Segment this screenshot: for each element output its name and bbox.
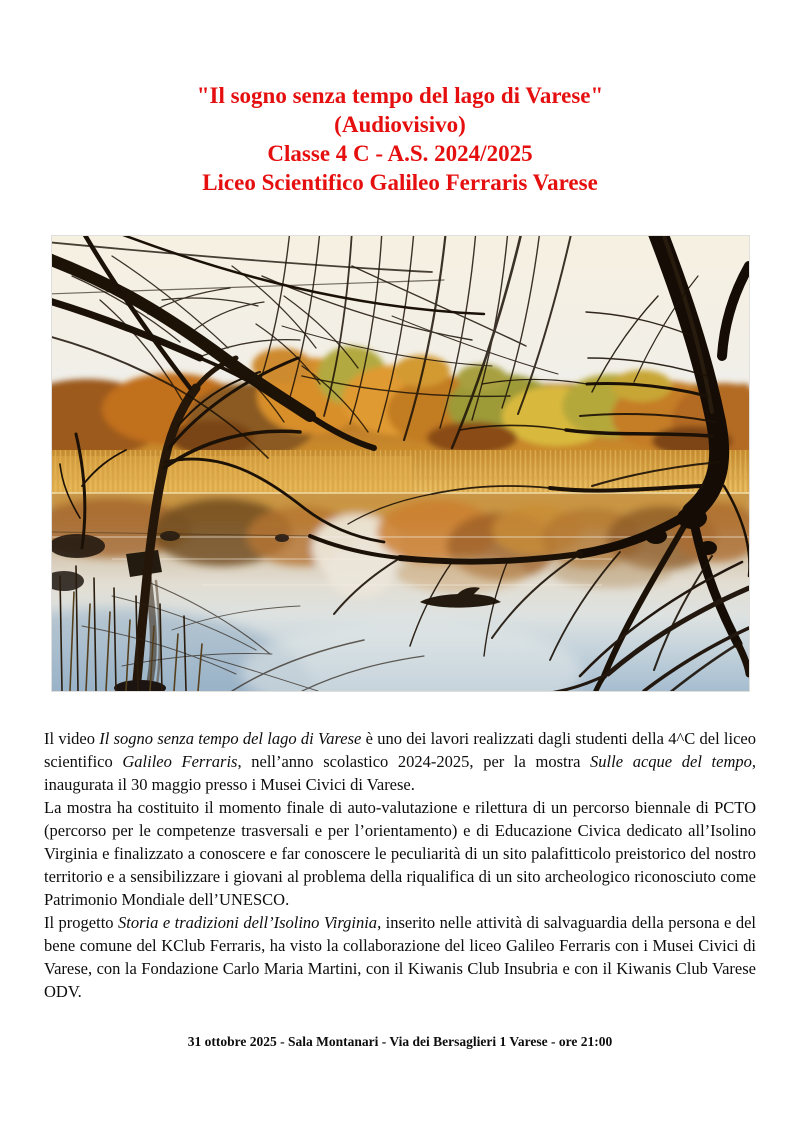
lake-photo [52, 236, 749, 691]
paragraph-mostra: La mostra ha costituito il momento finale di auto-valutazione e rilettura di un percorso biennale di PCTO (percorso per le competenze trasversali e per l’orientamento) e di Educazione Civica dedicato all’Isolino Virginia e finalizzato a conoscere e far conoscere le peculiarità di un sito palafitticolo preistorico del nostro territorio e a sensibilizzare i giovani al problema della riqualifica di un sito archeologico riconosciuto come Patrimonio Mondiale dell’UNESCO. [44, 798, 756, 909]
document-subtitle: (Audiovisivo) [334, 112, 466, 137]
paragraph-video: Il video Il sogno senza tempo del lago di Varese è uno dei lavori realizzati dagli studenti della 4^C del liceo scientifico Galileo Ferraris, nell’anno scolastico 2024-2025, per la mostra Sulle acque del tempo, inaugurata il 30 maggio presso i Musei Civici di Varese. [44, 729, 756, 794]
class-year-line: Classe 4 C - A.S. 2024/2025 [267, 141, 533, 166]
event-details: 31 ottobre 2025 - Sala Montanari - Via dei Bersaglieri 1 Varese - ore 21:00 [187, 1034, 613, 1049]
school-name-line: Liceo Scientifico Galileo Ferraris Varese [202, 170, 598, 195]
lake-photo-illustration [52, 236, 749, 691]
paragraph-progetto: Il progetto Storia e tradizioni dell’Isolino Virginia, inserito nelle attività di salvaguardia della persona e del bene comune del KClub Ferraris, ha visto la collaborazione del liceo Galileo Ferraris con i Musei Civici di Varese, con la Fondazione Carlo Maria Martini, con il Kiwanis Club Insubria e con il Kiwanis Club Varese ODV. [44, 913, 756, 1001]
body-text [44, 727, 756, 1003]
title-block [0, 81, 800, 197]
document-title: "Il sogno senza tempo del lago di Varese" [196, 83, 604, 108]
